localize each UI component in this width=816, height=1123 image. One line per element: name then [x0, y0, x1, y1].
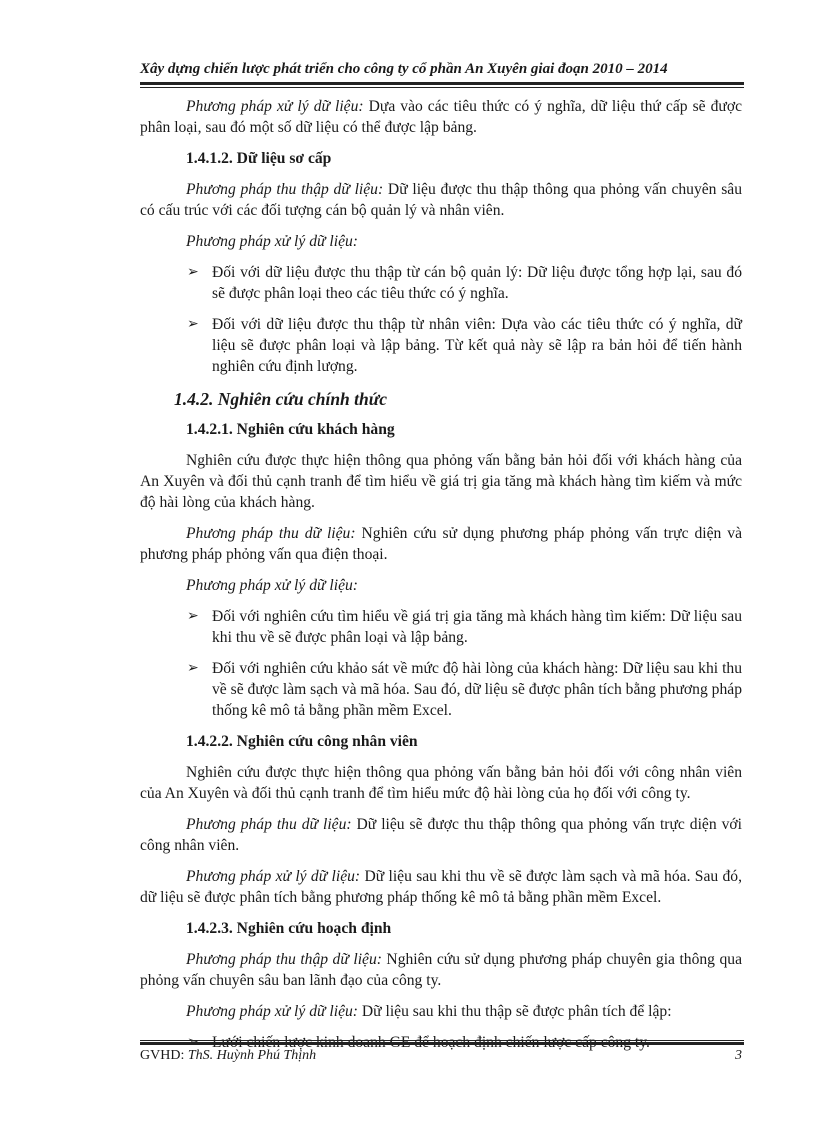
section-heading: 1.4.2.1. Nghiên cứu khách hàng: [186, 421, 395, 438]
paragraph: Nghiên cứu được thực hiện thông qua phỏng vấn bằng bản hỏi đối với khách hàng của An Xuyên và đối thủ cạnh tranh để tìm hiểu về giá trị gia tăng mà khách hàng tìm kiếm và mức độ hài lòng của khách hàng.: [140, 452, 742, 511]
advisor-label: GVHD:: [140, 1048, 188, 1063]
paragraph: [140, 1001, 742, 1022]
section-heading: 1.4.2.2. Nghiên cứu công nhân viên: [186, 733, 418, 750]
paragraph-text: Nghiên cứu sử dụng phương pháp chuyên gia thông qua phỏng vấn chuyên sâu ban lãnh đạo của công ty.: [140, 951, 742, 989]
paragraph: [140, 814, 742, 856]
list-item-text: Đối với nghiên cứu khảo sát về mức độ hài lòng của khách hàng: Dữ liệu sau khi thu về sẽ được làm sạch và mã hóa. Sau đó, dữ liệu sẽ được phân tích bằng phương pháp thống kê mô tả bằng phần mềm Excel.: [212, 660, 742, 719]
page-number: 3: [735, 1048, 742, 1063]
list-item: [140, 314, 742, 377]
list-item-text: Đối với dữ liệu được thu thập từ nhân viên: Dựa vào các tiêu thức có ý nghĩa, dữ liệu sẽ được phân loại và lập bảng. Từ kết quả này sẽ lập ra bản hỏi để tiến hành nghiên cứu định lượng.: [212, 316, 742, 375]
page-body: [140, 96, 742, 1063]
paragraph-text: Dữ liệu sẽ được thu thập thông qua phỏng vấn trực diện với công nhân viên.: [140, 816, 742, 854]
advisor-name: ThS. Huỳnh Phú Thịnh: [187, 1048, 317, 1063]
paragraph-lead: Phương pháp thu dữ liệu:: [186, 525, 356, 542]
paragraph-text: Dữ liệu sau khi thu thập sẽ được phân tích để lập:: [357, 1003, 672, 1020]
arrow-bullet-icon: ➢: [187, 1034, 199, 1050]
paragraph-text: Dựa vào các tiêu thức có ý nghĩa, dữ liệu thứ cấp sẽ được phân loại, sau đó một số dữ liệu có thể được lập bảng.: [140, 98, 742, 136]
paragraph-lead: Phương pháp xử lý dữ liệu:: [186, 868, 361, 885]
arrow-bullet-icon: ➢: [187, 608, 199, 624]
list-item-text: Đối với nghiên cứu tìm hiểu về giá trị gia tăng mà khách hàng tìm kiếm: Dữ liệu sau khi thu về sẽ được phân loại và lập bảng.: [212, 608, 742, 646]
paragraph: [140, 523, 742, 565]
list-item: [140, 658, 742, 721]
paragraph-lead: Phương pháp thu thập dữ liệu:: [186, 181, 384, 198]
paragraph: [140, 949, 742, 991]
paragraph-lead: Phương pháp thu thập dữ liệu:: [186, 951, 382, 968]
paragraph-text: Nghiên cứu sử dụng phương pháp phỏng vấn trực diện và phương pháp phỏng vấn qua điện thoại.: [140, 525, 742, 563]
paragraph-text: Dữ liệu sau khi thu về sẽ được làm sạch và mã hóa. Sau đó, dữ liệu sẽ được phân tích bằng phương pháp thống kê mô tả bằng phần mềm Excel.: [140, 868, 743, 906]
paragraph: [140, 96, 742, 138]
arrow-bullet-icon: ➢: [187, 316, 199, 332]
arrow-bullet-icon: ➢: [187, 660, 199, 676]
paragraph: [140, 866, 742, 908]
list-item: [140, 606, 742, 648]
paragraph: Nghiên cứu được thực hiện thông qua phỏng vấn bằng bản hỏi đối với công nhân viên của An Xuyên và đối thủ cạnh tranh để tìm hiểu mức độ hài lòng của họ đối với công ty.: [140, 764, 742, 802]
subsection-heading: 1.4.2. Nghiên cứu chính thức: [174, 389, 388, 409]
paragraph-lead: Phương pháp thu dữ liệu:: [186, 816, 352, 833]
paragraph: [140, 231, 742, 252]
list-item: [140, 262, 742, 304]
paragraph: [140, 575, 742, 596]
paragraph-text: Dữ liệu được thu thập thông qua phỏng vấn chuyên sâu có cấu trúc với các đối tượng cán bộ quản lý và nhân viên.: [140, 181, 742, 219]
arrow-bullet-icon: ➢: [187, 264, 199, 280]
paragraph: [140, 179, 742, 221]
bullet-list: [140, 262, 742, 377]
paragraph-lead: Phương pháp xử lý dữ liệu:: [186, 1003, 358, 1020]
list-item-text: Đối với dữ liệu được thu thập từ cán bộ quản lý: Dữ liệu được tổng hợp lại, sau đó sẽ được phân loại theo các tiêu thức có ý nghĩa.: [212, 264, 742, 302]
running-footer: [140, 1046, 742, 1066]
paragraph-lead: Phương pháp xử lý dữ liệu:: [186, 577, 358, 594]
bullet-list: [140, 606, 742, 721]
list-item-text: Lưới chiến lược kinh doanh GE để hoạch định chiến lược cấp công ty.: [212, 1034, 650, 1051]
section-heading: 1.4.1.2. Dữ liệu sơ cấp: [186, 150, 332, 167]
paragraph-lead: Phương pháp xử lý dữ liệu:: [186, 98, 364, 115]
section-heading: 1.4.2.3. Nghiên cứu hoạch định: [186, 920, 392, 937]
footer-rule: [140, 1040, 744, 1041]
header-rule: [140, 82, 744, 85]
paragraph-lead: Phương pháp xử lý dữ liệu:: [186, 233, 358, 250]
running-header: Xây dựng chiến lược phát triển cho công ty cổ phần An Xuyên giai đoạn 2010 – 2014: [140, 61, 668, 77]
